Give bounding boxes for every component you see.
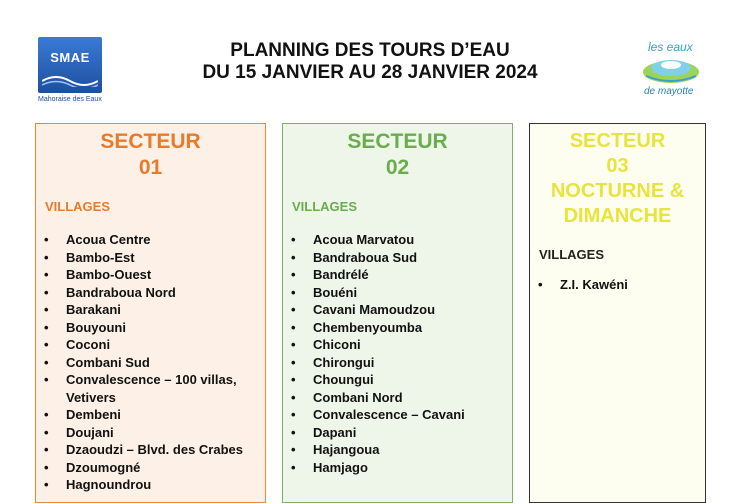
sector-02-panel [282, 123, 513, 503]
list-item: • Combani Sud [36, 354, 265, 372]
list-item: • Convalescence – Cavani [283, 406, 512, 424]
sector-title-line: SECTEUR [100, 130, 201, 153]
title-line-1: PLANNING DES TOURS D’EAU [230, 40, 510, 61]
list-item: • Dembeni [36, 406, 265, 424]
list-item: • Dzoumogné [36, 459, 265, 477]
title-line-2: DU 15 JANVIER AU 28 JANVIER 2024 [202, 62, 538, 83]
list-item: • Bandraboua Sud [283, 249, 512, 267]
village-list [283, 231, 512, 476]
sector-01-title [36, 129, 265, 181]
sector-title-line: NOCTURNE & [550, 180, 685, 202]
water-drop-icon [640, 56, 702, 86]
list-item: • Combani Nord [283, 389, 512, 407]
list-item: • Acoua Marvatou [283, 231, 512, 249]
list-item: • Hagnoundrou [36, 476, 265, 494]
list-item: • Doujani [36, 424, 265, 442]
sector-01-panel [35, 123, 266, 503]
list-item: • Bandrélé [283, 266, 512, 284]
smae-logo [38, 37, 102, 111]
sector-title-line: SECTEUR [569, 130, 666, 152]
villages-label: VILLAGES [292, 199, 358, 214]
eaux-logo-bottom: de mayotte [644, 86, 694, 97]
eaux-logo-top: les eaux [648, 40, 693, 54]
list-item: • Bambo-Est [36, 249, 265, 267]
list-item: • Chembenyoumba [283, 319, 512, 337]
list-item: • Convalescence – 100 villas, Vetivers [36, 371, 265, 406]
smae-logo-text: SMAE [50, 50, 90, 65]
list-item: • Hajangoua [283, 441, 512, 459]
page-title [160, 40, 580, 84]
list-item: • Coconi [36, 336, 265, 354]
sector-title-line: 02 [385, 156, 410, 179]
sector-03-panel [529, 123, 706, 503]
villages-label: VILLAGES [45, 199, 111, 214]
list-item: • Bandraboua Nord [36, 284, 265, 302]
villages-label: VILLAGES [539, 247, 605, 262]
list-item: • Dzaoudzi – Blvd. des Crabes [36, 441, 265, 459]
sector-title-line: DIMANCHE [563, 205, 672, 227]
sector-title-line: 01 [138, 156, 163, 179]
sector-title-line: SECTEUR [347, 130, 448, 153]
list-item: • Dapani [283, 424, 512, 442]
list-item: • Choungui [283, 371, 512, 389]
village-list [36, 231, 265, 494]
list-item: • Bouyouni [36, 319, 265, 337]
sector-02-title [283, 129, 512, 181]
list-item: • Z.I. Kawéni [530, 276, 705, 294]
village-list [530, 276, 705, 294]
list-item: • Chirongui [283, 354, 512, 372]
wave-icon [42, 73, 98, 87]
smae-tagline: Mahoraise des Eaux [38, 96, 102, 103]
list-item: • Acoua Centre [36, 231, 265, 249]
sector-03-title [530, 129, 705, 229]
list-item: • Bouéni [283, 284, 512, 302]
list-item: • Chiconi [283, 336, 512, 354]
list-item: • Cavani Mamoudzou [283, 301, 512, 319]
sector-title-line: 03 [606, 155, 629, 177]
list-item: • Barakani [36, 301, 265, 319]
list-item: • Hamjago [283, 459, 512, 477]
list-item: • Bambo-Ouest [36, 266, 265, 284]
smae-logo-box [38, 37, 102, 93]
eaux-mayotte-logo [638, 40, 704, 102]
